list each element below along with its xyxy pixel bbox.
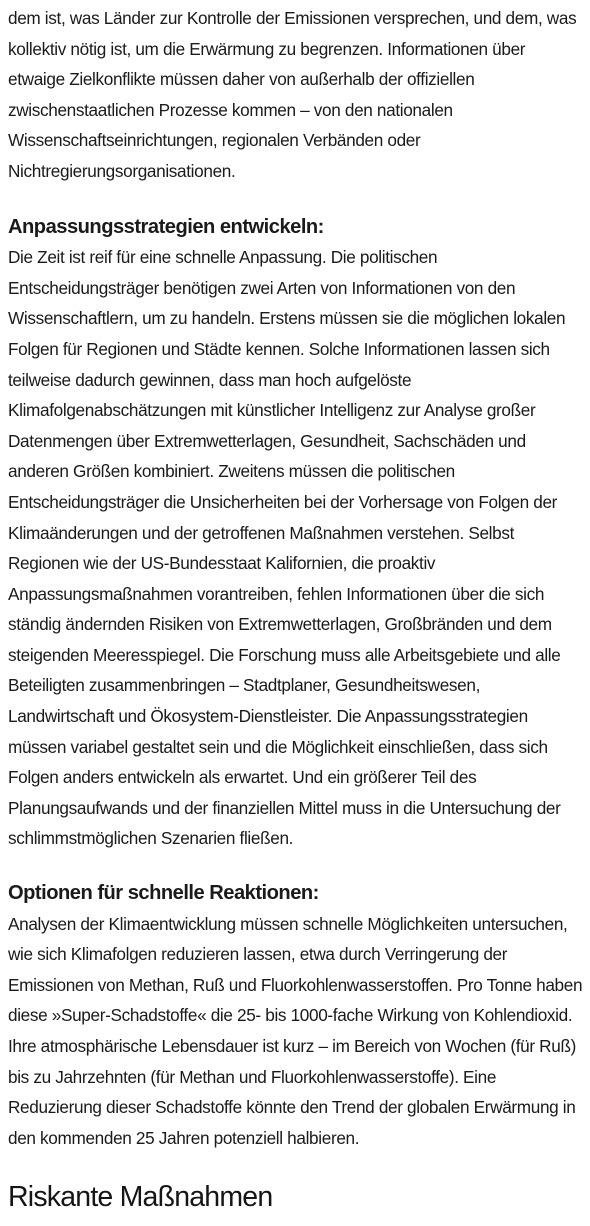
intro-paragraph: dem ist, was Länder zur Kontrolle der Emissionen versprechen, und dem, was kollektiv nötig ist, um die Erwärmung zu begrenzen. Informationen über etwaige Zielkonflikte müssen daher von außerhalb der offiziellen zwischenstaatlichen Prozesse kommen – von den nationalen Wissenschaftseinrichtungen, regionalen Verbänden oder Nichtregierungsorganisationen. bbox=[8, 8, 577, 181]
spacer bbox=[8, 187, 584, 212]
spacer bbox=[8, 1153, 584, 1177]
section-heading-adaptation: Anpassungsstrategien entwickeln: bbox=[8, 215, 324, 238]
section-title-risky-measures: Riskante Maßnahmen bbox=[8, 1181, 273, 1214]
section-body-adaptation: Die Zeit ist reif für eine schnelle Anpassung. Die politischen Entscheidungsträger benötigen zwei Arten von Informationen von den Wissenschaftlern, um zu handeln. Erstens müssen sie die möglichen lokalen Folgen für Regionen und Städte kennen. Solche Informationen lassen sich teilweise dadurch gewinnen, dass man hoch aufgelöste Klimafolgenabschätzungen mit künstlicher Intelligenz zur Analyse großer Datenmengen über Extremwetterlagen, Gesundheit, Sachschäden und anderen Größen kombiniert. Zweitens müssen die politischen Entscheidungsträger die Unsicherheiten bei der Vorhersage von Folgen der Klimaänderungen und der getroffenen Maßnahmen verstehen. Selbst Regionen wie der US-Bundesstaat Kalifornien, die proaktiv Anpassungsmaßnahmen vorantreiben, fehlen Informationen über die sich ständig ändernden Risiken von Extremwetterlagen, Großbränden und dem steigenden Meeresspiegel. Die Forschung muss alle Arbeitsgebiete und alle Beteiligten zusammenbringen – Stadtplaner, Gesundheitswesen, Landwirtschaft und Ökosystem-Dienstleister. Die Anpassungsstrategien müssen variabel gestaltet sein und die Möglichkeit einschließen, dass sich Folgen anders entwickeln als erwartet. Und ein größerer Teil des Planungsaufwands und der finanziellen Mittel muss in die Untersuchung der schlimmstmöglichen Szenarien fließen. bbox=[8, 247, 566, 849]
article-page bbox=[8, 0, 584, 1214]
spacer bbox=[8, 854, 584, 878]
section-body-rapid-response: Analysen der Klimaentwicklung müssen schnelle Möglichkeiten untersuchen, wie sich Klimafolgen reduzieren lassen, etwa durch Verringerung der Emissionen von Methan, Ruß und Fluorkohlenwasserstoffen. Pro Tonne haben diese »Super-Schadstoffe« die 25- bis 1000-fache Wirkung von Kohlendioxid. Ihre atmosphärische Lebensdauer ist kurz – im Bereich von Wochen (für Ruß) bis zu Jahrzehnten (für Methan und Fluorkohlenwasserstoffe). Eine Reduzierung dieser Schadstoffe könnte den Trend der globalen Erwärmung in den kommenden 25 Jahren potenziell halbieren. bbox=[8, 913, 583, 1148]
section-heading-rapid-response: Optionen für schnelle Reaktionen: bbox=[8, 882, 319, 905]
